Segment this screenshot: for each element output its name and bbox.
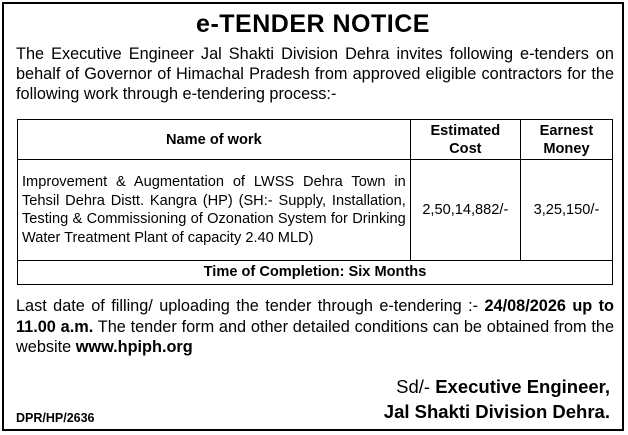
tender-notice — [2, 2, 624, 431]
last-time-value: up to 11.00 a.m. — [16, 297, 615, 336]
notice-title: e-TENDER NOTICE — [196, 10, 430, 38]
intro-paragraph: The Executive Engineer Jal Shakti Division Dehra invites following e-tenders on behalf of Governor of Himachal Pradesh from approved eligible contractors for the following work through e-tendering process:- — [16, 45, 614, 103]
table-header-row — [18, 120, 613, 160]
work-description: Improvement & Augmentation of LWSS Dehra Town in Tehsil Dehra Distt. Kangra (HP) (SH:- Supply, Installation, Testing & Commissioning of Ozonation System for Drinking Water Treatment Plant of capacity 2.40 MLD) — [18, 160, 411, 261]
reference-number: DPR/HP/2636 — [16, 411, 95, 425]
header-earnest-money — [520, 120, 612, 160]
estimated-cost-value: 2,50,14,882/- — [410, 160, 520, 261]
header-label: Name of work — [166, 131, 262, 148]
signature-line-1 — [384, 374, 610, 399]
signature-division: Jal Shakti Division Dehra. — [383, 401, 610, 422]
signature-block — [384, 374, 610, 424]
header-estimated-cost — [410, 120, 520, 160]
tender-table — [17, 119, 613, 285]
last-date-value: 24/08/2026 — [484, 297, 566, 315]
conditions-text: The tender form and other detailed conditions can be obtained from the website — [16, 317, 614, 356]
last-date-text: Last date of filling/ uploading the tender through e-tendering :- — [16, 297, 485, 315]
header-label: Money — [543, 140, 590, 157]
completion-row — [18, 261, 613, 285]
earnest-money-value: 3,25,150/- — [520, 160, 612, 261]
header-label: Estimated — [430, 122, 501, 139]
header-label: Cost — [449, 140, 482, 157]
signature-prefix: Sd/- — [396, 376, 436, 397]
website-link[interactable]: www.hpiph.org — [75, 338, 193, 356]
signature-designation: Executive Engineer, — [435, 376, 610, 397]
header-label: Earnest — [539, 122, 594, 139]
last-date-paragraph — [16, 296, 614, 358]
table-row — [18, 160, 613, 261]
header-name-of-work — [18, 120, 411, 160]
time-of-completion: Time of Completion: Six Months — [18, 261, 613, 285]
